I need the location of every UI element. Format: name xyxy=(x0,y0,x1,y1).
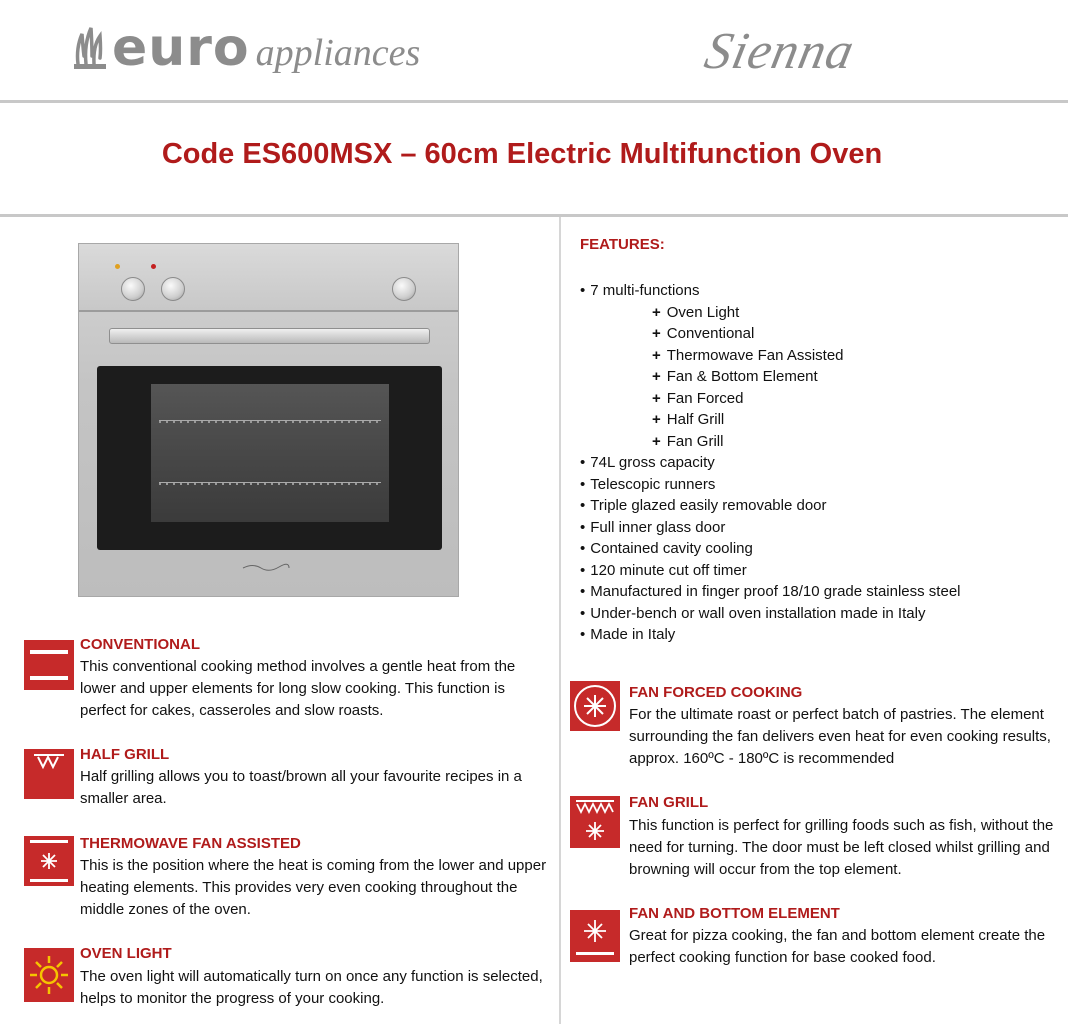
conventional-title: CONVENTIONAL xyxy=(80,636,200,653)
conventional-icon xyxy=(24,640,74,690)
conventional-description: This conventional cooking method involves a gentle heat from the lower and upper elements for long slow cooking. This function is perfect for cakes, casseroles and slow roasts. xyxy=(80,658,516,719)
feature-item: • 7 multi-functions xyxy=(580,280,1050,302)
oven-product-image xyxy=(78,243,459,597)
fan-forced-description: For the ultimate roast or perfect batch of pastries. The element surrounding the fan delivers even heat for even cooking results, approx. 160ºC - 180ºC is recommended xyxy=(629,706,1051,767)
indicator-lamp-icon xyxy=(115,264,120,269)
multifunction-item: + Fan Grill xyxy=(580,431,1050,453)
features-list xyxy=(580,280,1050,646)
feature-item: • 120 minute cut off timer xyxy=(580,560,1050,582)
sienna-badge-icon xyxy=(241,562,291,572)
multifunction-item: + Oven Light xyxy=(580,302,1050,324)
multifunction-item: + Half Grill xyxy=(580,409,1050,431)
oven-light-description: The oven light will automatically turn on once any function is selected, helps to monitor the progress of your cooking. xyxy=(80,968,543,1007)
feature-item: • Full inner glass door xyxy=(580,517,1050,539)
fan-bottom-element-description: Great for pizza cooking, the fan and bottom element create the perfect cooking function for base cooked food. xyxy=(629,927,1046,966)
page-header xyxy=(0,0,1068,102)
thermowave-icon xyxy=(24,836,74,886)
door-handle xyxy=(109,328,430,344)
fan-grill-icon xyxy=(570,796,620,848)
title-divider xyxy=(0,214,1068,217)
fan-forced-title: FAN FORCED COOKING xyxy=(629,684,803,701)
multifunction-item: + Fan & Bottom Element xyxy=(580,366,1050,388)
oven-rack xyxy=(159,482,381,485)
indicator-lamp-icon xyxy=(151,264,156,269)
euro-appliances-logo xyxy=(72,18,420,78)
multifunction-item: + Conventional xyxy=(580,323,1050,345)
feature-item: • Under-bench or wall oven installation made in Italy xyxy=(580,603,1050,625)
features-heading: FEATURES: xyxy=(580,236,665,253)
control-knob-icon xyxy=(161,277,185,301)
feature-item: • Telescopic runners xyxy=(580,474,1050,496)
thermowave-description: This is the position where the heat is coming from the lower and upper heating elements. This provides very even cooking throughout the middle zones of the oven. xyxy=(80,857,547,918)
oven-cavity xyxy=(151,384,389,522)
half-grill-title: HALF GRILL xyxy=(80,746,170,763)
feature-item: • Triple glazed easily removable door xyxy=(580,495,1050,517)
page-title: Code ES600MSX – 60cm Electric Multifunction Oven xyxy=(161,138,883,170)
column-divider xyxy=(559,217,561,1024)
control-knob-icon xyxy=(121,277,145,301)
control-knob-icon xyxy=(392,277,416,301)
appliances-text: appliances xyxy=(255,32,421,74)
euro-brand-text: euro xyxy=(112,18,250,78)
sienna-logo: Sienna xyxy=(699,23,860,80)
control-panel xyxy=(79,244,458,312)
feature-item: • Manufactured in finger proof 18/10 grade stainless steel xyxy=(580,581,1050,603)
half-grill-icon xyxy=(24,749,74,799)
multifunction-item: + Fan Forced xyxy=(580,388,1050,410)
fan-grill-description: This function is perfect for grilling foods such as fish, without the need for turning. The door must be left closed whilst grilling and browning will occur from the top element. xyxy=(629,817,1054,878)
thermowave-title: THERMOWAVE FAN ASSISTED xyxy=(80,835,301,852)
fan-bottom-element-icon xyxy=(570,910,620,962)
oven-door-window xyxy=(97,366,442,550)
header-divider xyxy=(0,100,1068,103)
feature-item: • Made in Italy xyxy=(580,624,1050,646)
hand-flame-icon xyxy=(72,24,108,72)
multifunction-item: + Thermowave Fan Assisted xyxy=(580,345,1050,367)
fan-forced-icon xyxy=(570,681,620,731)
oven-light-title: OVEN LIGHT xyxy=(80,945,172,962)
oven-rack xyxy=(159,420,381,423)
feature-item: • Contained cavity cooling xyxy=(580,538,1050,560)
fan-bottom-element-title: FAN AND BOTTOM ELEMENT xyxy=(629,905,840,922)
fan-grill-title: FAN GRILL xyxy=(629,794,709,811)
oven-light-icon xyxy=(24,948,74,1002)
half-grill-description: Half grilling allows you to toast/brown all your favourite recipes in a smaller area. xyxy=(80,768,522,807)
feature-item: • 74L gross capacity xyxy=(580,452,1050,474)
